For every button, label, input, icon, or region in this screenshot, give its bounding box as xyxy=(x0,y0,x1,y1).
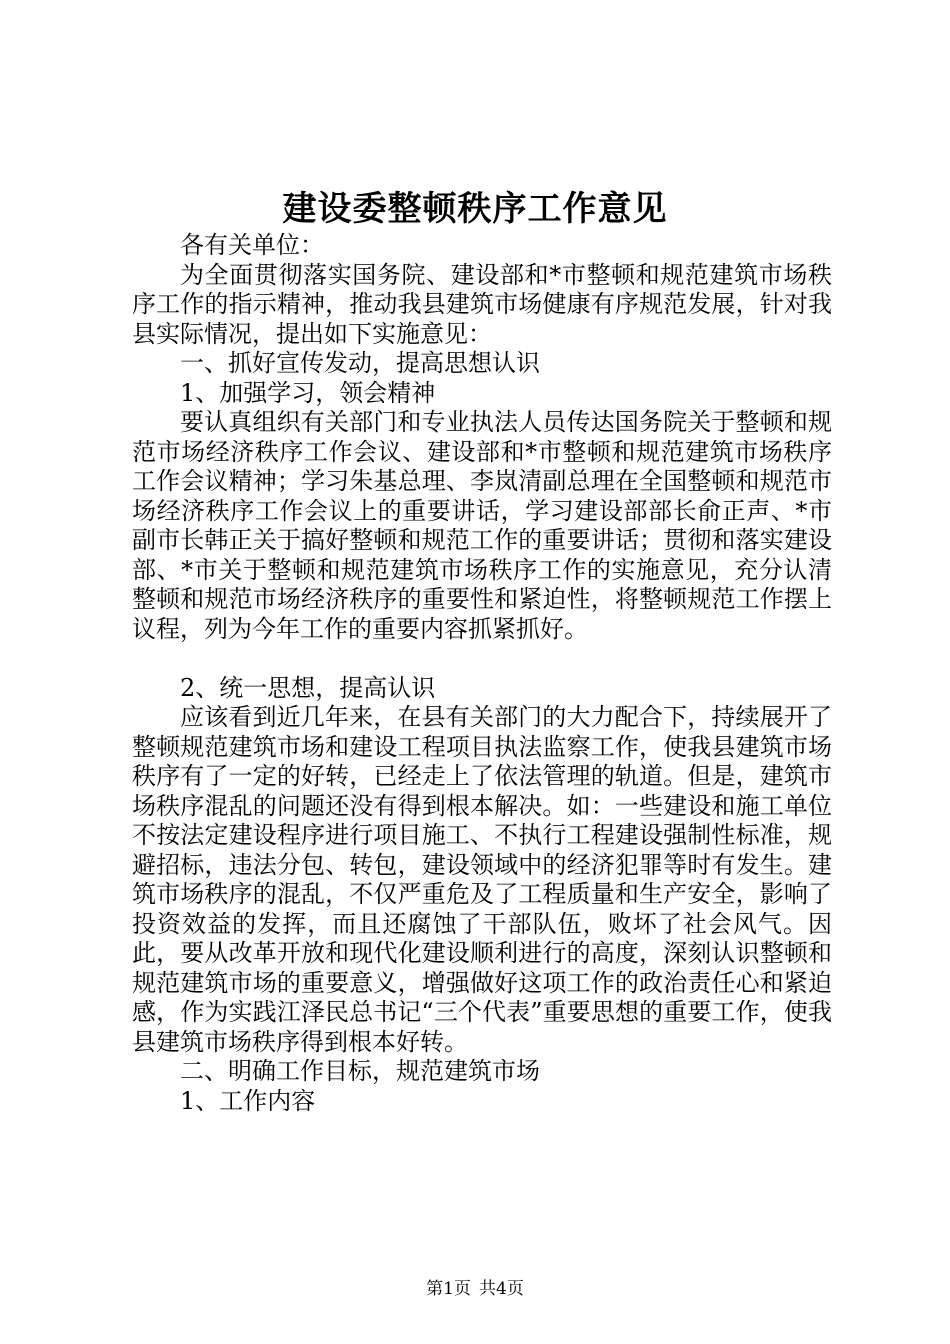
body-paragraph-1-1: 要认真组织有关部门和专业执法人员传达国务院关于整顿和规范市场经济秩序工作会议、建设部和*市整顿和规范建筑市场秩序工作会议精神；学习朱基总理、李岚清副总理在全国整顿和规范市场经济秩序工作会议上的重要讲话，学习建设部部长俞正声、*市副市长韩正关于搞好整顿和规范工作的重要讲话；贯彻和落实建设部、*市关于整顿和规范建筑市场秩序工作的实施意见，充分认清整顿和规范市场经济秩序的重要性和紧迫性，将整顿规范工作摆上议程，列为今年工作的重要内容抓紧抓好。 xyxy=(132,408,832,643)
document-body xyxy=(132,231,832,1116)
document-title: 建设委整顿秩序工作意见 xyxy=(282,189,668,229)
body-paragraph-1-2: 应该看到近几年来，在县有关部门的大力配合下，持续展开了整顿规范建筑市场和建设工程项目执法监察工作，使我县建筑市场秩序有了一定的好转，已经走上了依法管理的轨道。但是，建筑市场秩序混乱的问题还没有得到根本解决。如：一些建设和施工单位不按法定建设程序进行项目施工、不执行工程建设强制性标准，规避招标，违法分包、转包，建设领域中的经济犯罪等时有发生。建筑市场秩序的混乱，不仅严重危及了工程质量和生产安全，影响了投资效益的发挥，而且还腐蚀了干部队伍，败坏了社会风气。因此，要从改革开放和现代化建设顺利进行的高度，深刻认识整顿和规范建筑市场的重要意义，增强做好这项工作的政治责任心和紧迫感，作为实践江泽民总书记“三个代表”重要思想的重要工作，使我县建筑市场秩序得到根本好转。 xyxy=(132,703,832,1056)
intro-paragraph: 为全面贯彻落实国务院、建设部和*市整顿和规范建筑市场秩序工作的指示精神，推动我县建筑市场健康有序规范发展，针对我县实际情况，提出如下实施意见： xyxy=(132,260,832,348)
subsection-heading-2-1: 1、工作内容 xyxy=(180,1086,316,1115)
subsection-heading-1-2: 2、统一思想，提高认识 xyxy=(180,673,436,702)
page-total: 共4页 xyxy=(479,1279,524,1299)
page-footer xyxy=(0,1278,950,1300)
section-heading-1: 一、抓好宣传发动，提高思想认识 xyxy=(180,349,540,377)
subsection-heading-1-1: 1、加强学习，领会精神 xyxy=(180,378,436,407)
page-number: 第1页 xyxy=(426,1279,471,1299)
section-heading-2: 二、明确工作目标，规范建筑市场 xyxy=(180,1057,540,1085)
salutation: 各有关单位： xyxy=(180,231,324,259)
